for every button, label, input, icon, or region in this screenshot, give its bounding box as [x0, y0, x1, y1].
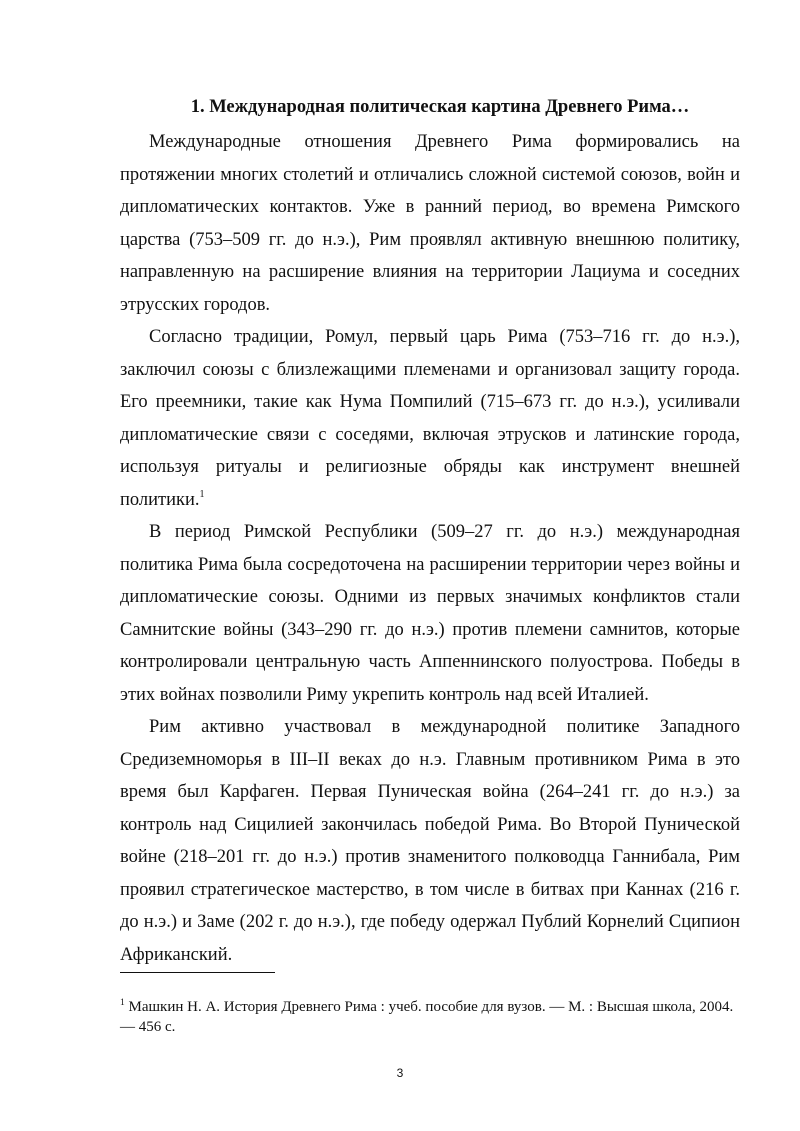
footnote-reference[interactable]: 1: [199, 488, 205, 500]
body-text: [120, 126, 740, 971]
paragraph-4: Рим активно участвовал в международной политике Западного Средиземноморья в III–II веках до н.э. Главным противником Рима в это время был Карфаген. Первая Пуническая война (264–241 гг. до н.э.) за контроль над Сицилией закончилась победой Рима. Во Второй Пунической войне (218–201 гг. до н.э.) против знаменитого полководца Ганнибала, Рим проявил стратегическое мастерство, в том числе в битвах при Каннах (216 г. до н.э.) и Заме (202 г. до н.э.), где победу одержал Публий Корнелий Сципион Африканский.: [120, 717, 740, 965]
paragraph-1: Международные отношения Древнего Рима формировались на протяжении многих столетий и отличались сложной системой союзов, войн и дипломатических контактов. Уже в ранний период, во времена Римского царства (753–509 гг. до н.э.), Рим проявлял активную внешнюю политику, направленную на расширение влияния на территории Лациума и соседних этрусских городов.: [120, 132, 740, 315]
footnote-number: 1: [120, 998, 125, 1008]
footnote-separator: [120, 972, 275, 973]
paragraph-3: В период Римской Республики (509–27 гг. до н.э.) международная политика Рима была сосредоточена на расширении территории через войны и дипломатические союзы. Одними из первых значимых конфликтов стали Самнитские войны (343–290 гг. до н.э.) против племени самнитов, которые контролировали центральную часть Аппеннинского полуострова. Победы в этих войнах позволили Риму укрепить контроль над всей Италией.: [120, 522, 740, 705]
footnote-text: Машкин Н. А. История Древнего Рима : учеб. пособие для вузов. — М. : Высшая школа, 2004. — 456 с.: [120, 999, 734, 1035]
footnote: [120, 997, 740, 1037]
paragraph-2: [120, 321, 740, 516]
paragraph-2-text: Согласно традиции, Ромул, первый царь Рима (753–716 гг. до н.э.), заключил союзы с близлежащими племенами и организовал защиту города. Его преемники, такие как Нума Помпилий (715–673 гг. до н.э.), усиливали дипломатические связи с соседями, включая этрусков и латинские города, используя ритуалы и религиозные обряды как инструмент внешней политики.: [120, 327, 740, 510]
section-heading: 1. Международная политическая картина Древнего Рима…: [190, 97, 690, 117]
page-number: 3: [396, 1066, 404, 1080]
